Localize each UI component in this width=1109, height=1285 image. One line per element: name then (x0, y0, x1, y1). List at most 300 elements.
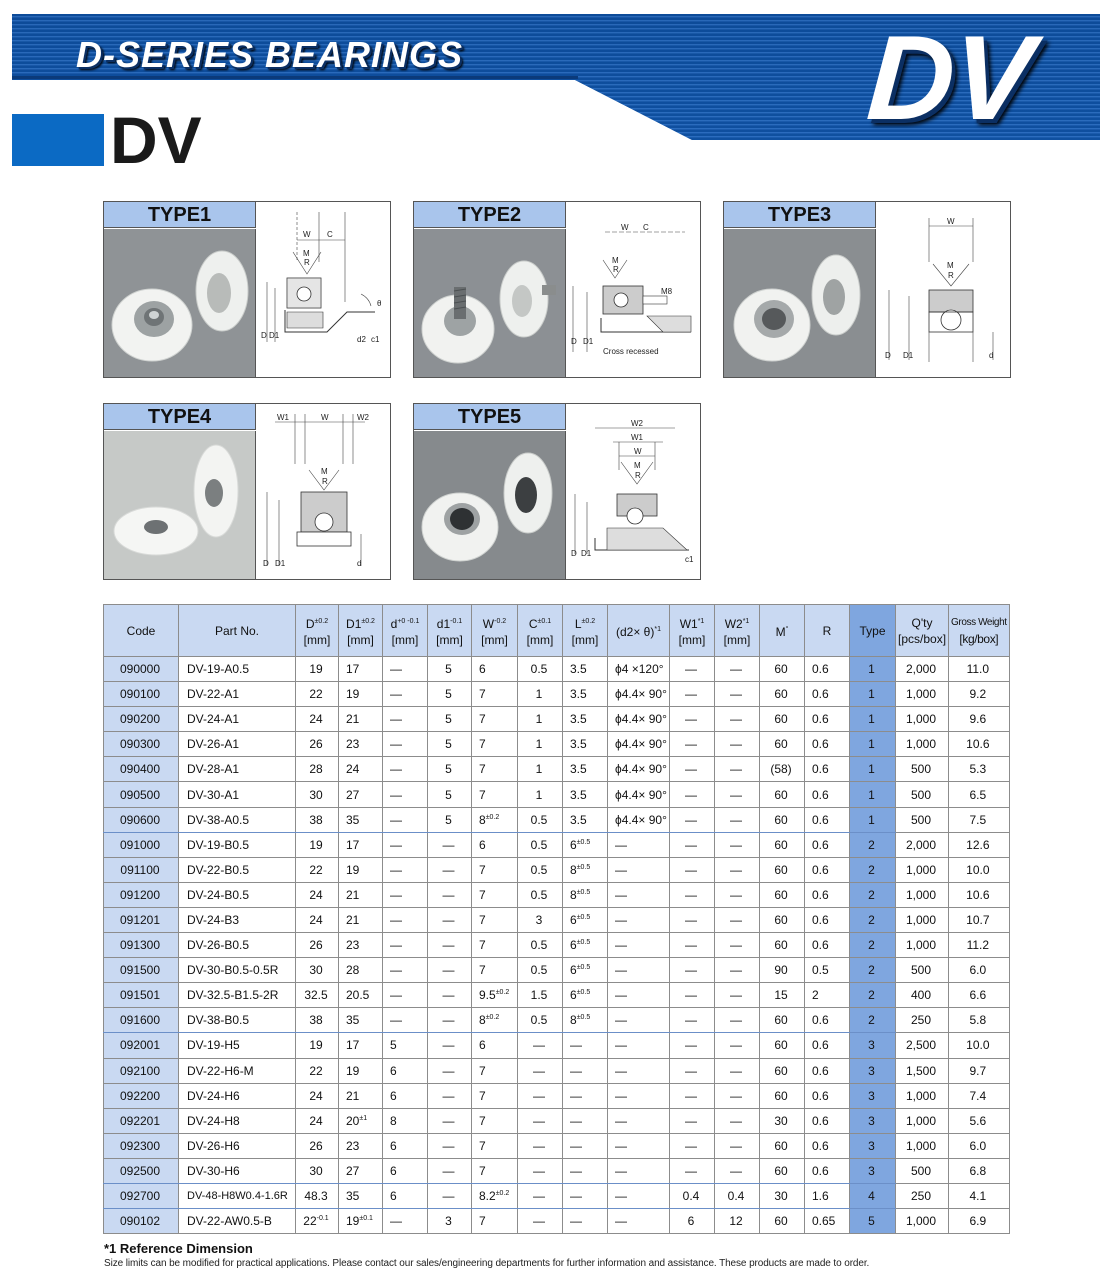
svg-text:W1: W1 (631, 433, 643, 442)
cell-value: DV-38-A0.5 (187, 812, 250, 827)
table-cell-d2t (608, 1008, 670, 1033)
cell-value: 090400 (119, 762, 161, 777)
table-cell-r (805, 732, 850, 757)
table-cell-w2 (715, 857, 760, 882)
table-cell-type (850, 1033, 896, 1058)
table-cell-d2t (608, 907, 670, 932)
cell-value: 60 (774, 737, 788, 752)
cell-value: — (390, 712, 402, 727)
header-tolerance: ±0.1 (537, 617, 552, 625)
cell-value: 0.4 (682, 1189, 700, 1204)
table-cell-l (563, 933, 608, 958)
header-unit: [mm] (526, 632, 554, 647)
table-cell-m (760, 1083, 805, 1108)
table-cell-c (518, 807, 563, 832)
type4-photo (104, 431, 256, 579)
type2-panel (413, 201, 701, 378)
table-cell-w2 (715, 933, 760, 958)
cell-value: 1,000 (906, 1113, 937, 1128)
cell-tolerance: ±0.2 (495, 1190, 510, 1198)
cell-value: — (730, 712, 742, 727)
cell-value: 30 (774, 1189, 788, 1204)
cell-value: — (730, 887, 742, 902)
cell-value: 26 (309, 1138, 323, 1153)
cell-value: 090100 (119, 687, 161, 702)
header-cell (896, 605, 949, 657)
table-cell-qty (896, 882, 949, 907)
cell-value: 60 (774, 938, 788, 953)
table-cell-d2t (608, 807, 670, 832)
table-cell-c (518, 1133, 563, 1158)
cell-value: 8 (479, 812, 486, 827)
table-cell-d2t (608, 832, 670, 857)
cell-value: — (615, 1138, 627, 1153)
cell-value: — (730, 1013, 742, 1028)
table-cell-m (760, 958, 805, 983)
table-cell-l (563, 1008, 608, 1033)
cell-value: 60 (774, 887, 788, 902)
cell-value: 17 (346, 662, 360, 677)
table-cell-code (104, 1209, 179, 1234)
cell-value: 6.6 (969, 988, 987, 1003)
table-cell-part (179, 782, 296, 807)
table-row (104, 832, 1010, 857)
table-cell-w (472, 1108, 518, 1133)
svg-text:M: M (321, 467, 328, 476)
header-label: L (574, 616, 582, 631)
cell-value: 12.6 (966, 837, 990, 852)
table-cell-l (563, 682, 608, 707)
cell-value: — (390, 837, 402, 852)
svg-text:W2: W2 (357, 413, 369, 422)
table-row (104, 1158, 1010, 1183)
cell-value: — (570, 1214, 582, 1229)
table-row (104, 1033, 1010, 1058)
cell-value: DV-26-B0.5 (187, 938, 250, 953)
header-label: D1 (346, 616, 362, 631)
cell-value: 3 (868, 1163, 875, 1178)
table-cell-d (383, 1183, 428, 1208)
cell-value: 7.5 (969, 812, 987, 827)
table-cell-m (760, 907, 805, 932)
table-cell-qty (896, 1008, 949, 1033)
cell-value: 5 (445, 712, 452, 727)
table-cell-w (472, 657, 518, 682)
cell-value: 7 (479, 712, 486, 727)
cell-value: — (390, 912, 402, 927)
cell-value: 1,000 (906, 737, 937, 752)
table-cell-code (104, 1008, 179, 1033)
cell-value: 091300 (119, 938, 161, 953)
header-cell (104, 605, 179, 657)
table-cell-w1 (670, 807, 715, 832)
section-title: DV (110, 103, 202, 177)
table-cell-part (179, 983, 296, 1008)
cell-value: 092300 (119, 1138, 161, 1153)
table-cell-wt (949, 782, 1010, 807)
cell-value: 7 (479, 862, 486, 877)
table-row (104, 657, 1010, 682)
table-cell-d1 (428, 1058, 472, 1083)
cell-value: — (533, 1214, 545, 1229)
cell-value: — (615, 1063, 627, 1078)
table-cell-d (383, 857, 428, 882)
table-cell-d1 (339, 983, 383, 1008)
table-cell-l (563, 1183, 608, 1208)
table-cell-code (104, 832, 179, 857)
table-cell-w2 (715, 1033, 760, 1058)
cell-value: DV-28-A1 (187, 762, 240, 777)
table-cell-w1 (670, 857, 715, 882)
header-label: C (528, 616, 538, 631)
cell-value: 32.5 (304, 988, 328, 1003)
table-cell-qty (896, 807, 949, 832)
cell-value: — (533, 1113, 545, 1128)
cell-value: — (685, 712, 697, 727)
table-cell-w1 (670, 907, 715, 932)
table-cell-d1 (339, 707, 383, 732)
cell-value: 10.6 (966, 737, 990, 752)
cell-value: 24 (346, 762, 360, 777)
series-title: D-SERIES BEARINGS (76, 34, 464, 75)
cell-value: 6 (687, 1214, 695, 1229)
cell-value: 6 (390, 1163, 397, 1178)
table-cell-w (472, 857, 518, 882)
table-cell-m (760, 757, 805, 782)
table-cell-part (179, 882, 296, 907)
cell-value: 10.6 (966, 887, 990, 902)
table-cell-c (518, 983, 563, 1008)
table-cell-c (518, 757, 563, 782)
svg-text:M: M (612, 256, 619, 265)
cell-tolerance: ±0.2 (495, 989, 510, 997)
cell-value: 1,000 (906, 912, 937, 927)
cell-value: — (533, 1189, 545, 1204)
cell-value: 1,000 (906, 862, 937, 877)
table-cell-w1 (670, 958, 715, 983)
table-cell-r (805, 1183, 850, 1208)
cell-value: 500 (911, 1163, 932, 1178)
cell-value: ϕ4.4× 90° (615, 687, 667, 702)
header-label: Q'ty (911, 615, 933, 630)
svg-text:W: W (621, 223, 629, 232)
svg-text:M: M (947, 261, 954, 270)
table-cell-part (179, 1133, 296, 1158)
table-cell-wt (949, 1033, 1010, 1058)
cell-value: — (533, 1088, 545, 1103)
header-unit: [mm] (723, 632, 751, 647)
header-label: D (305, 616, 315, 631)
cell-value: 092001 (119, 1038, 161, 1053)
type5-panel (413, 403, 701, 580)
cell-value: 8 (390, 1113, 397, 1128)
cell-value: 0.6 (812, 1013, 829, 1028)
table-cell-d1 (428, 1183, 472, 1208)
svg-text:θ: θ (377, 299, 382, 308)
svg-text:M8: M8 (661, 287, 673, 296)
cell-value: — (442, 1038, 455, 1053)
cell-value: 27 (346, 1163, 360, 1178)
svg-text:W: W (947, 217, 955, 226)
table-cell-d (383, 882, 428, 907)
cell-value: DV-30-H6 (187, 1163, 240, 1178)
cell-value: 1 (535, 762, 543, 777)
table-cell-d1 (339, 807, 383, 832)
header-tolerance: *1 (742, 617, 750, 625)
cell-value: 27 (346, 787, 360, 802)
table-cell-wt (949, 1209, 1010, 1234)
cell-value: 6.8 (969, 1163, 987, 1178)
cell-value: DV-38-B0.5 (187, 1013, 250, 1028)
table-cell-c (518, 1083, 563, 1108)
type2-photo (414, 229, 566, 377)
table-cell-l (563, 1158, 608, 1183)
svg-text:W2: W2 (631, 419, 643, 428)
cell-value: — (442, 1113, 455, 1128)
table-cell-part (179, 1158, 296, 1183)
cell-value: 0.4 (727, 1189, 745, 1204)
cell-value: 0.6 (812, 762, 829, 777)
table-cell-type (850, 907, 896, 932)
table-cell-part (179, 1108, 296, 1133)
header-cell (760, 605, 805, 657)
type1-label: TYPE1 (104, 202, 256, 228)
cell-value: — (570, 1088, 582, 1103)
table-cell-code (104, 983, 179, 1008)
table-cell-d1 (428, 832, 472, 857)
cell-value: 19 (346, 1214, 360, 1229)
cell-value: 6 (570, 938, 577, 953)
cell-value: 250 (911, 1013, 932, 1028)
cell-value: — (570, 1138, 582, 1153)
cell-value: 19 (309, 1038, 323, 1053)
table-cell-type (850, 1183, 896, 1208)
table-cell-c (518, 782, 563, 807)
cell-value: 091100 (120, 862, 160, 877)
table-cell-code (104, 732, 179, 757)
table-cell-d (383, 757, 428, 782)
cell-value: DV-22-B0.5 (187, 862, 250, 877)
cell-value: — (390, 662, 402, 677)
cell-value: — (390, 963, 402, 978)
table-cell-part (179, 757, 296, 782)
cell-value: 7.4 (969, 1088, 987, 1103)
table-cell-d (383, 1083, 428, 1108)
cell-value: — (685, 887, 697, 902)
header-tolerance: ° (785, 625, 789, 633)
table-cell-d (296, 1209, 339, 1234)
table-cell-code (104, 682, 179, 707)
table-cell-w (472, 882, 518, 907)
table-cell-part (179, 1058, 296, 1083)
table-cell-m (760, 707, 805, 732)
cell-value: 60 (774, 687, 788, 702)
cell-value: 6.0 (969, 1138, 987, 1153)
cell-value: 092200 (119, 1088, 161, 1103)
header-label: d (390, 616, 398, 631)
cell-value: — (685, 1038, 697, 1053)
table-cell-m (760, 1158, 805, 1183)
table-cell-wt (949, 882, 1010, 907)
cell-value: 24 (309, 887, 323, 902)
table-cell-d1 (428, 707, 472, 732)
table-cell-d1 (339, 782, 383, 807)
header-unit: [mm] (347, 632, 374, 647)
cell-value: 5.8 (969, 1013, 987, 1028)
type4-label: TYPE4 (104, 404, 256, 430)
table-cell-qty (896, 983, 949, 1008)
cell-value: ϕ4.4× 90° (615, 812, 667, 827)
cell-value: 23 (346, 1138, 360, 1153)
table-cell-w2 (715, 757, 760, 782)
table-cell-w1 (670, 832, 715, 857)
cell-value: 7 (479, 687, 486, 702)
cell-value: — (685, 837, 697, 852)
cell-value: 15 (774, 988, 788, 1003)
table-cell-c (518, 832, 563, 857)
cell-value: — (615, 963, 627, 978)
table-body (104, 657, 1010, 1234)
cell-value: 1 (535, 712, 543, 727)
cell-value: 7 (479, 1214, 486, 1229)
type1-panel (103, 201, 391, 378)
cell-value: 90 (774, 963, 788, 978)
table-cell-d (383, 832, 428, 857)
header-label: Type (859, 623, 886, 638)
table-cell-qty (896, 757, 949, 782)
table-cell-d1 (428, 983, 472, 1008)
cell-value: — (570, 1038, 582, 1053)
section-marker (12, 114, 104, 166)
table-cell-d1 (428, 958, 472, 983)
table-cell-l (563, 1133, 608, 1158)
table-cell-d (383, 682, 428, 707)
cell-value: — (685, 938, 697, 953)
cell-value: 30 (309, 787, 323, 802)
table-cell-l (563, 1033, 608, 1058)
table-cell-w1 (670, 882, 715, 907)
cell-value: — (390, 762, 402, 777)
svg-text:Cross recessed: Cross recessed (603, 347, 659, 356)
cell-value: 6.9 (969, 1214, 987, 1229)
table-cell-code (104, 757, 179, 782)
cell-value: ϕ4.4× 90° (615, 737, 667, 752)
cell-value: 0.5 (812, 963, 829, 978)
cell-value: 60 (774, 662, 788, 677)
cell-value: 3.5 (570, 787, 587, 802)
table-cell-w1 (670, 983, 715, 1008)
table-cell-w1 (670, 1158, 715, 1183)
svg-text:D: D (571, 337, 577, 346)
table-cell-qty (896, 1133, 949, 1158)
cell-value: 26 (309, 938, 323, 953)
cell-value: — (730, 862, 742, 877)
table-cell-w2 (715, 682, 760, 707)
header-cell (563, 605, 608, 657)
cell-value: — (685, 1063, 697, 1078)
table-row (104, 782, 1010, 807)
table-cell-w1 (670, 657, 715, 682)
table-cell-d2t (608, 1133, 670, 1158)
header-unit: [kg/box] (959, 631, 999, 646)
table-cell-w2 (715, 907, 760, 932)
cell-tolerance: ±0.2 (485, 813, 500, 821)
svg-text:D1: D1 (903, 351, 914, 360)
table-cell-w2 (715, 1183, 760, 1208)
header-banner (0, 0, 1109, 200)
cell-tolerance: ±0.2 (485, 1014, 500, 1022)
cell-value: 9.5 (479, 988, 496, 1003)
table-cell-type (850, 1108, 896, 1133)
cell-value: — (533, 1163, 545, 1178)
table-cell-type (850, 782, 896, 807)
svg-text:W: W (303, 230, 311, 239)
table-cell-c (518, 1108, 563, 1133)
table-cell-r (805, 1033, 850, 1058)
table-cell-d1 (428, 1083, 472, 1108)
cell-value: 0.6 (812, 1113, 829, 1128)
cell-value: — (685, 988, 697, 1003)
cell-value: — (730, 1063, 742, 1078)
cell-value: — (685, 1113, 697, 1128)
type3-panel (723, 201, 1011, 378)
table-cell-type (850, 882, 896, 907)
table-cell-d1 (428, 657, 472, 682)
table-cell-w2 (715, 1083, 760, 1108)
cell-value: — (615, 862, 627, 877)
cell-value: — (442, 912, 455, 927)
cell-value: 3 (868, 1038, 875, 1053)
header-label: Gross Weight (951, 616, 1007, 628)
cell-value: 19 (309, 662, 323, 677)
table-cell-part (179, 657, 296, 682)
table-cell-m (760, 832, 805, 857)
cell-value: DV-24-H6 (187, 1088, 240, 1103)
table-cell-w2 (715, 1209, 760, 1234)
table-cell-m (760, 657, 805, 682)
cell-value: 22 (309, 862, 323, 877)
table-cell-d1 (339, 657, 383, 682)
table-cell-d (383, 1058, 428, 1083)
table-cell-qty (896, 857, 949, 882)
table-cell-c (518, 1058, 563, 1083)
table-cell-d (296, 732, 339, 757)
table-cell-type (850, 707, 896, 732)
cell-tolerance: ±0.1 (359, 1215, 373, 1223)
svg-text:R: R (304, 258, 310, 267)
cell-value: 2 (868, 887, 875, 902)
svg-text:C: C (327, 230, 333, 239)
table-cell-code (104, 782, 179, 807)
table-cell-d (383, 657, 428, 682)
cell-value: 500 (911, 963, 932, 978)
cell-value: 7 (479, 912, 486, 927)
table-cell-type (850, 1133, 896, 1158)
header-cell (428, 605, 472, 657)
table-cell-type (850, 832, 896, 857)
cell-value: — (685, 812, 697, 827)
header-tolerance: ±0.2 (314, 617, 329, 625)
cell-value: 090200 (119, 712, 161, 727)
header-cell (805, 605, 850, 657)
table-cell-w (472, 782, 518, 807)
header-label: d1 (436, 616, 451, 631)
table-cell-part (179, 958, 296, 983)
cell-value: — (615, 1088, 627, 1103)
header-cell (715, 605, 760, 657)
cell-value: 5 (445, 812, 452, 827)
cell-value: 60 (774, 1013, 788, 1028)
